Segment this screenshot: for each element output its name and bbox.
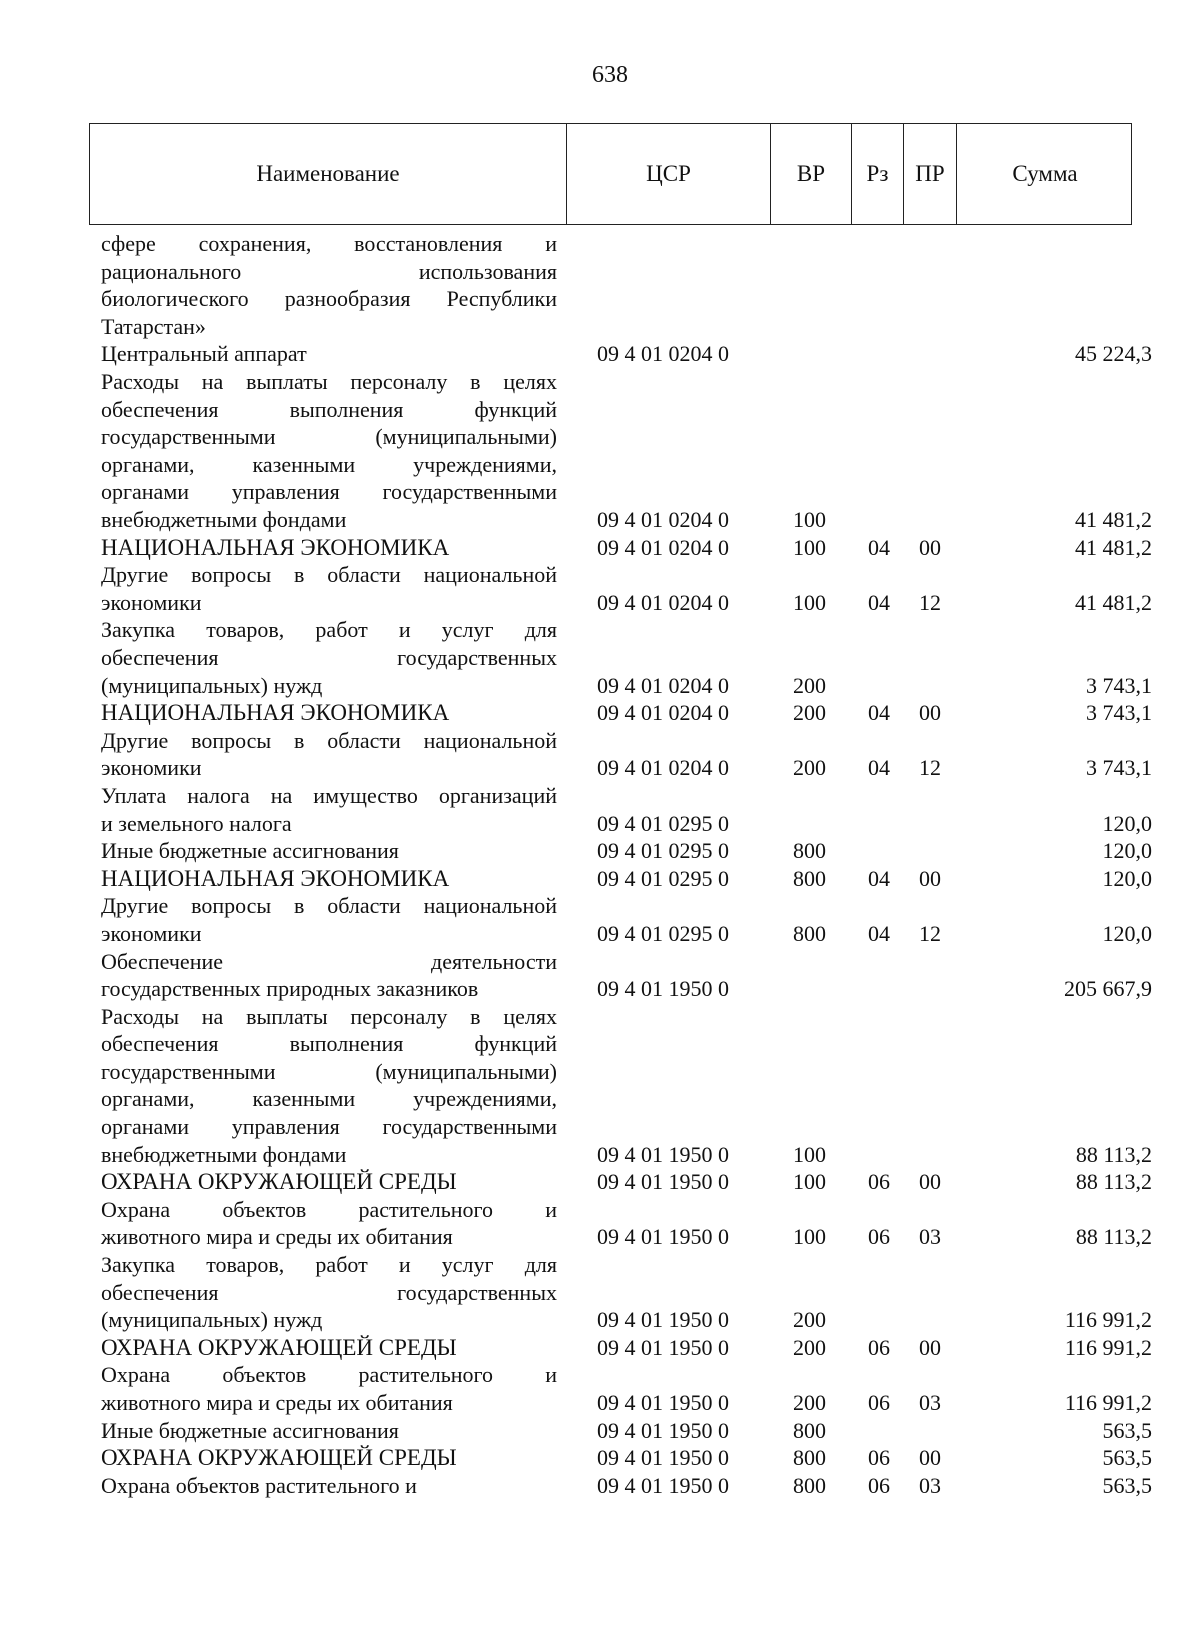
row-pr: 00 [919, 700, 941, 726]
row-name-line: Уплата налога на имущество организаций [101, 782, 557, 808]
table-row [0, 1472, 1200, 1500]
row-sum: 88 113,2 [1075, 1141, 1152, 1167]
row-name-line: обеспечения государственных [101, 1279, 557, 1305]
table-row [0, 699, 1200, 727]
table-row [0, 1251, 1200, 1334]
table-row [0, 561, 1200, 616]
row-name-line: Центральный аппарат [101, 341, 307, 367]
row-vr: 100 [793, 506, 826, 532]
row-name-line: НАЦИОНАЛЬНАЯ ЭКОНОМИКА [101, 865, 450, 891]
row-name-line: государственными (муниципальными) [101, 424, 557, 450]
row-name-line: органами, казенными учреждениями, [101, 1086, 557, 1112]
row-sum: 3 743,1 [1086, 755, 1152, 781]
row-name [101, 1196, 557, 1251]
row-rz: 06 [868, 1445, 890, 1471]
table-row [0, 1196, 1200, 1251]
row-sum: 120,0 [1102, 838, 1152, 864]
page-number: 638 [592, 62, 628, 88]
row-name-line: внебюджетными фондами [101, 1141, 347, 1167]
row-rz: 06 [868, 1334, 890, 1360]
row-sum: 116 991,2 [1064, 1334, 1152, 1360]
row-csr: 09 4 01 0295 0 [597, 920, 729, 946]
row-name-line: экономики [101, 589, 202, 615]
row-name-line: рационального использования [101, 258, 557, 284]
header-rz: Рз [851, 124, 903, 224]
row-name [101, 340, 557, 368]
row-pr: 03 [919, 1390, 941, 1416]
row-pr: 03 [919, 1472, 941, 1498]
row-csr: 09 4 01 0204 0 [597, 672, 729, 698]
row-name [101, 1444, 557, 1472]
row-rz: 04 [868, 755, 890, 781]
row-name [101, 948, 557, 1003]
row-name [101, 1472, 557, 1500]
row-vr: 200 [793, 1390, 826, 1416]
row-name [101, 1168, 557, 1196]
row-vr: 200 [793, 1307, 826, 1333]
row-name-line: Иные бюджетные ассигнования [101, 1417, 399, 1443]
row-name-line: экономики [101, 920, 202, 946]
row-csr: 09 4 01 1950 0 [597, 1472, 729, 1498]
row-csr: 09 4 01 1950 0 [597, 1334, 729, 1360]
table-row [0, 616, 1200, 699]
row-vr: 200 [793, 755, 826, 781]
row-name [101, 534, 557, 562]
row-name [101, 230, 557, 340]
row-name-line: Другие вопросы в области национальной [101, 562, 557, 588]
row-name [101, 616, 557, 699]
row-sum: 563,5 [1102, 1445, 1152, 1471]
row-sum: 3 743,1 [1086, 672, 1152, 698]
row-name-line: Охрана объектов растительного и [101, 1472, 417, 1498]
table-row [0, 892, 1200, 947]
table-row [0, 782, 1200, 837]
table-row [0, 1361, 1200, 1416]
row-pr: 00 [919, 1445, 941, 1471]
row-name-line: Охрана объектов растительного и [101, 1196, 557, 1222]
row-csr: 09 4 01 1950 0 [597, 1417, 729, 1443]
row-name-line: государственных природных заказников [101, 976, 479, 1002]
row-rz: 04 [868, 700, 890, 726]
row-name [101, 1003, 557, 1169]
row-rz: 04 [868, 865, 890, 891]
row-csr: 09 4 01 1950 0 [597, 1141, 729, 1167]
row-vr: 100 [793, 534, 826, 560]
row-name-line: ОХРАНА ОКРУЖАЮЩЕЙ СРЕДЫ [101, 1334, 457, 1360]
table-row [0, 1334, 1200, 1362]
row-name-line: (муниципальных) нужд [101, 1307, 323, 1333]
row-sum: 120,0 [1102, 920, 1152, 946]
row-vr: 100 [793, 1169, 826, 1195]
row-vr: 200 [793, 1334, 826, 1360]
row-sum: 41 481,2 [1075, 534, 1152, 560]
row-vr: 800 [793, 920, 826, 946]
table-row [0, 368, 1200, 534]
row-name-line: государственными (муниципальными) [101, 1058, 557, 1084]
row-csr: 09 4 01 1950 0 [597, 1307, 729, 1333]
row-pr: 00 [919, 534, 941, 560]
row-sum: 563,5 [1102, 1472, 1152, 1498]
row-name [101, 1417, 557, 1445]
row-name-line: ОХРАНА ОКРУЖАЮЩЕЙ СРЕДЫ [101, 1445, 457, 1471]
header-sum: Сумма [956, 124, 1133, 224]
row-pr: 00 [919, 1334, 941, 1360]
row-name-line: НАЦИОНАЛЬНАЯ ЭКОНОМИКА [101, 534, 450, 560]
row-name-line: и земельного налога [101, 810, 292, 836]
row-name [101, 699, 557, 727]
row-name-line: обеспечения государственных [101, 644, 557, 670]
row-name [101, 727, 557, 782]
row-name [101, 1361, 557, 1416]
row-csr: 09 4 01 0295 0 [597, 838, 729, 864]
row-vr: 800 [793, 1472, 826, 1498]
table-row [0, 340, 1200, 368]
table-row [0, 948, 1200, 1003]
row-vr: 800 [793, 1445, 826, 1471]
row-sum: 45 224,3 [1075, 341, 1152, 367]
row-pr: 12 [919, 755, 941, 781]
row-name [101, 561, 557, 616]
row-csr: 09 4 01 0204 0 [597, 534, 729, 560]
table-row [0, 727, 1200, 782]
row-name-line: (муниципальных) нужд [101, 672, 323, 698]
table-row [0, 1168, 1200, 1196]
row-rz: 04 [868, 920, 890, 946]
row-name-line: Другие вопросы в области национальной [101, 893, 557, 919]
row-name-line: Иные бюджетные ассигнования [101, 838, 399, 864]
row-name [101, 782, 557, 837]
row-name-line: Другие вопросы в области национальной [101, 727, 557, 753]
row-name-line: Охрана объектов растительного и [101, 1362, 557, 1388]
row-sum: 120,0 [1102, 865, 1152, 891]
table-row [0, 534, 1200, 562]
row-sum: 41 481,2 [1075, 506, 1152, 532]
row-name-line: Обеспечение деятельности [101, 948, 557, 974]
row-pr: 12 [919, 589, 941, 615]
table-row [0, 230, 1200, 340]
row-rz: 04 [868, 534, 890, 560]
row-sum: 120,0 [1102, 810, 1152, 836]
row-name-line: Татарстан» [101, 313, 206, 339]
row-csr: 09 4 01 1950 0 [597, 976, 729, 1002]
table-row [0, 1444, 1200, 1472]
row-pr: 00 [919, 865, 941, 891]
row-name-line: Расходы на выплаты персоналу в целях [101, 368, 557, 394]
row-sum: 116 991,2 [1064, 1390, 1152, 1416]
row-csr: 09 4 01 1950 0 [597, 1390, 729, 1416]
row-name [101, 1334, 557, 1362]
row-name [101, 837, 557, 865]
row-sum: 41 481,2 [1075, 589, 1152, 615]
row-name [101, 892, 557, 947]
row-name-line: животного мира и среды их обитания [101, 1390, 453, 1416]
row-rz: 06 [868, 1224, 890, 1250]
row-name-line: экономики [101, 755, 202, 781]
header-vr: ВР [770, 124, 851, 224]
row-sum: 3 743,1 [1086, 700, 1152, 726]
row-name-line: органами управления государственными [101, 479, 557, 505]
table-body [0, 230, 1200, 1499]
row-vr: 800 [793, 865, 826, 891]
row-name-line: органами, казенными учреждениями, [101, 451, 557, 477]
row-name-line: внебюджетными фондами [101, 506, 347, 532]
row-sum: 116 991,2 [1064, 1307, 1152, 1333]
row-name-line: НАЦИОНАЛЬНАЯ ЭКОНОМИКА [101, 700, 450, 726]
row-vr: 200 [793, 700, 826, 726]
row-csr: 09 4 01 0204 0 [597, 506, 729, 532]
table-row [0, 837, 1200, 865]
row-name-line: органами управления государственными [101, 1114, 557, 1140]
row-rz: 06 [868, 1390, 890, 1416]
row-csr: 09 4 01 0295 0 [597, 810, 729, 836]
row-vr: 100 [793, 1141, 826, 1167]
row-name-line: сфере сохранения, восстановления и [101, 231, 557, 256]
header-pr: ПР [903, 124, 956, 224]
row-csr: 09 4 01 1950 0 [597, 1224, 729, 1250]
row-pr: 00 [919, 1169, 941, 1195]
row-name-line: обеспечения выполнения функций [101, 396, 557, 422]
row-vr: 100 [793, 589, 826, 615]
row-name-line: биологического разнообразия Республики [101, 286, 557, 312]
row-name-line: Закупка товаров, работ и услуг для [101, 617, 557, 643]
row-csr: 09 4 01 0295 0 [597, 865, 729, 891]
row-name-line: ОХРАНА ОКРУЖАЮЩЕЙ СРЕДЫ [101, 1169, 457, 1195]
row-name-line: Расходы на выплаты персоналу в целях [101, 1003, 557, 1029]
row-sum: 88 113,2 [1075, 1224, 1152, 1250]
row-csr: 09 4 01 1950 0 [597, 1169, 729, 1195]
row-rz: 06 [868, 1169, 890, 1195]
row-name [101, 368, 557, 534]
row-rz: 06 [868, 1472, 890, 1498]
table-row [0, 1003, 1200, 1169]
row-pr: 03 [919, 1224, 941, 1250]
table-row [0, 1417, 1200, 1445]
row-vr: 200 [793, 672, 826, 698]
row-csr: 09 4 01 1950 0 [597, 1445, 729, 1471]
row-vr: 800 [793, 838, 826, 864]
row-name-line: обеспечения выполнения функций [101, 1031, 557, 1057]
row-name-line: Закупка товаров, работ и услуг для [101, 1252, 557, 1278]
row-rz: 04 [868, 589, 890, 615]
row-name [101, 865, 557, 893]
row-vr: 800 [793, 1417, 826, 1443]
row-csr: 09 4 01 0204 0 [597, 589, 729, 615]
row-csr: 09 4 01 0204 0 [597, 700, 729, 726]
header-name: Наименование [256, 161, 400, 186]
row-sum: 205 667,9 [1064, 976, 1152, 1002]
row-sum: 88 113,2 [1075, 1169, 1152, 1195]
row-csr: 09 4 01 0204 0 [597, 755, 729, 781]
row-csr: 09 4 01 0204 0 [597, 341, 729, 367]
row-sum: 563,5 [1102, 1417, 1152, 1443]
header-csr: ЦСР [566, 124, 770, 224]
row-name [101, 1251, 557, 1334]
row-pr: 12 [919, 920, 941, 946]
table-row [0, 865, 1200, 893]
row-vr: 100 [793, 1224, 826, 1250]
table-header [89, 123, 1132, 225]
row-name-line: животного мира и среды их обитания [101, 1224, 453, 1250]
